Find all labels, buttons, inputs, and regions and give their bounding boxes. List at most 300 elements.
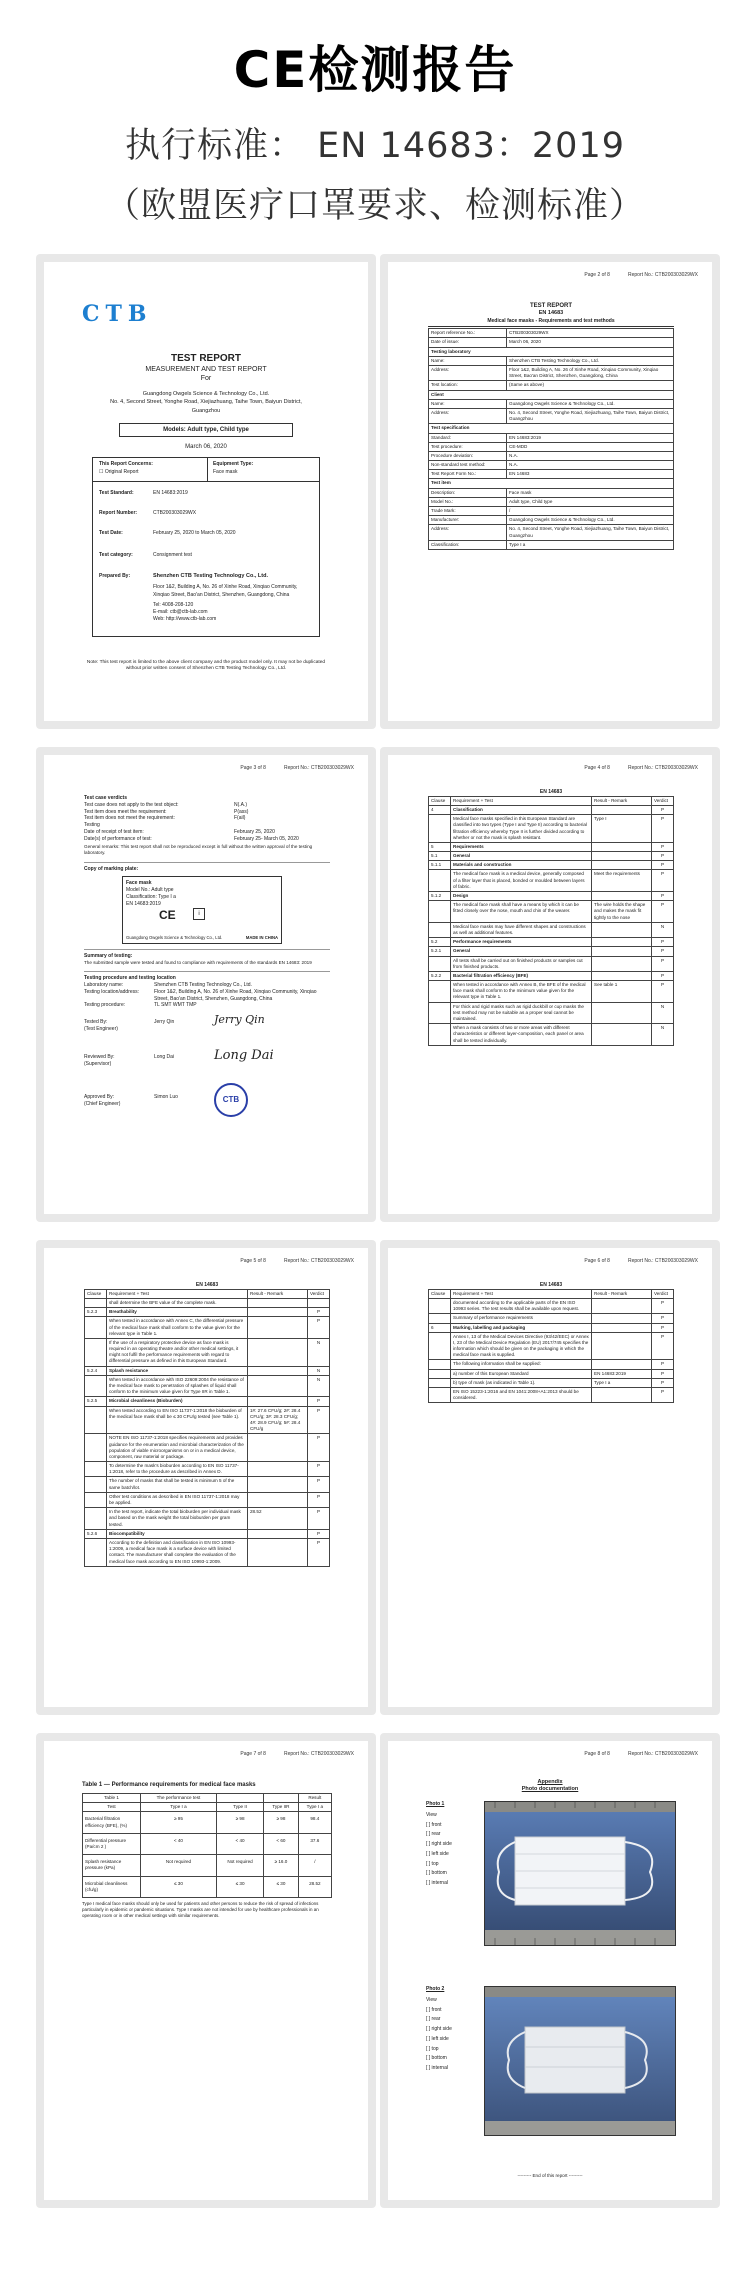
clause-cell	[429, 1314, 451, 1323]
value-cell: 37.6	[298, 1833, 331, 1854]
clause-cell	[85, 1492, 107, 1507]
cover-title: TEST REPORT	[170, 353, 241, 364]
verdict-cell: N	[652, 1002, 674, 1024]
clause-cell: 5.2.5	[85, 1397, 107, 1406]
end-of-report: --------- End of this report ---------	[517, 2173, 583, 2178]
marking-line: Classification: Type I a	[126, 893, 176, 900]
ctb-logo: CTB	[82, 301, 153, 327]
column-header: Test	[83, 1803, 141, 1812]
result-cell	[592, 1388, 652, 1403]
table-row	[429, 861, 674, 870]
column-header: Clause	[85, 1289, 107, 1298]
table-row	[429, 1369, 674, 1378]
verdict-cell: P	[308, 1462, 330, 1477]
requirement-cell: Annex I, 13 of the Medical Devices Directive (93/42/EEC) or Annex I, 23 of the Medical Device Regulation (EU) 2017/745 specifies the information which should be given on the packaging in which the medical face mask is supplied.	[451, 1332, 592, 1360]
table-row	[429, 338, 674, 347]
table-row	[85, 1508, 330, 1530]
report-page-2-card	[380, 254, 720, 729]
lab-label: Testing location/address:	[84, 988, 140, 995]
value-cell: ≥ 95	[141, 1812, 217, 1833]
clause-cell: 5.2	[429, 938, 451, 947]
requirement-cell: Microbial cleanliness (Bioburden)	[107, 1397, 248, 1406]
clause-cell: 4	[429, 805, 451, 814]
table-row	[429, 347, 674, 356]
table1-title: Table 1 — Performance requirements for medical face masks	[82, 1782, 256, 1788]
page4-table-body	[429, 805, 674, 1045]
lab-value: Floor 1&2, Building A, No. 26 of Xinhe Road, Xinqiao Community, Xinqiao Street, Bao'an District, Shenzhen, Guangdong, China	[154, 988, 317, 1002]
view-option: [ ] right side	[426, 2026, 452, 2032]
table-row	[429, 329, 674, 338]
verdict-cell: P	[308, 1538, 330, 1566]
table-row	[429, 390, 674, 399]
clause-cell	[429, 1024, 451, 1046]
page-number: Page 5 of 8	[240, 1258, 266, 1264]
table-row	[429, 507, 674, 516]
cover-models: Models: Adult type, Child type	[119, 423, 293, 437]
table-row	[429, 971, 674, 980]
verdict-row	[84, 829, 330, 836]
verdict-cell: P	[652, 1369, 674, 1378]
result-cell	[248, 1477, 308, 1492]
column-header: Type I a	[141, 1803, 217, 1812]
field-value: Face mask	[507, 488, 674, 497]
table-row	[429, 892, 674, 901]
table-row	[429, 1298, 674, 1313]
report-number: Report No.: CTB200303029WX	[627, 1751, 698, 1757]
table-row	[429, 1323, 674, 1332]
clause-cell: 5.2.6	[85, 1529, 107, 1538]
report-page-5	[44, 1248, 368, 1707]
value-cell: /	[298, 1855, 331, 1876]
prep-tel: Tel: 4008-208-120	[153, 602, 194, 608]
verdict-cell: N	[308, 1338, 330, 1366]
value-cell: < 40	[141, 1833, 217, 1854]
clause-cell	[85, 1477, 107, 1492]
clause-cell	[85, 1338, 107, 1366]
clause-cell	[429, 1360, 451, 1369]
report-number: Report No.: CTB200303029WX	[283, 765, 354, 771]
marking-plate	[122, 876, 282, 944]
view-option: [ ] right side	[426, 1841, 452, 1847]
result-cell	[248, 1366, 308, 1375]
result-cell	[592, 852, 652, 861]
clause-cell	[429, 1002, 451, 1024]
report-number: Report No.: CTB200303029WX	[283, 1258, 354, 1264]
verdict-cell: P	[652, 892, 674, 901]
column-header	[216, 1794, 263, 1803]
clause-cell	[429, 815, 451, 843]
field-label: Name:	[429, 399, 507, 408]
photo1-image	[484, 1801, 676, 1946]
page-number: Page 7 of 8	[240, 1751, 266, 1757]
lab-row	[84, 982, 330, 989]
lab-label: Testing procedure:	[84, 1002, 126, 1009]
result-cell	[592, 938, 652, 947]
page6-table	[428, 1289, 674, 1404]
clause-cell: 5.1.1	[429, 861, 451, 870]
value-cell: ≤ 30	[216, 1876, 263, 1897]
page3-body	[84, 795, 330, 1139]
company-stamp-icon: CTB	[214, 1083, 248, 1117]
page2-body	[428, 302, 674, 550]
table-row	[429, 870, 674, 892]
page5-table-body	[85, 1298, 330, 1566]
verdict-cell: P	[652, 956, 674, 971]
view-option: [ ] front	[426, 2006, 442, 2013]
section-heading: Client	[429, 390, 674, 399]
verdict-cell: P	[308, 1406, 330, 1434]
cover-subtitle	[44, 366, 368, 384]
value-cell: Not required	[216, 1855, 263, 1876]
divider	[84, 966, 330, 972]
page-header	[566, 765, 698, 772]
page5-std: EN 14683	[195, 1282, 219, 1288]
table-row	[429, 424, 674, 433]
requirement-cell: When tested in accordance with ISO 22609:2004 the resistance of the medical face mask to penetration of splashes of liquid shall conform to the minimum value given for Type IIR in Table 1.	[107, 1375, 248, 1397]
clause-cell	[429, 1332, 451, 1360]
field-value: Adult type, Child type	[507, 497, 674, 506]
photo1-mask-image	[485, 1802, 675, 1945]
verdict-cell: P	[652, 981, 674, 1003]
lab-value: Shenzhen CTB Testing Technology Co., Ltd.	[154, 982, 252, 989]
cover-addr1: No. 4, Second Street, Yonghe Road, Xiejiazhuang, Taihe Town, Baiyun District,	[110, 399, 302, 406]
clause-cell: 6	[429, 1323, 451, 1332]
page2-table	[428, 328, 674, 550]
tested-signature: Jerry Qin	[214, 1013, 265, 1027]
verdict-cell: P	[652, 971, 674, 980]
table-row	[429, 366, 674, 381]
table-row	[429, 451, 674, 460]
verdict-value: F(ail)	[234, 815, 246, 822]
requirement-cell: Materials and construction	[451, 861, 592, 870]
field-value: Guangdong Owgels Science & Technology Co., Ltd.	[507, 516, 674, 525]
requirement-cell: Medical face masks may have different shapes and constructions as well as additional features.	[451, 922, 592, 937]
verdict-row	[84, 802, 330, 809]
field-label: Date of issue:	[429, 338, 507, 347]
requirement-cell: Medical face masks specified in this European Standard are classified into two types (Type I and Type II) according to bacterial filtration efficiency whereby Type II is further divided according to whether or not the mask is splash resistant.	[451, 815, 592, 843]
tdate-label: Test Date:	[99, 530, 123, 536]
result-cell	[248, 1538, 308, 1566]
field-label: Address:	[429, 525, 507, 540]
appendix-title-2: Photo documentation	[521, 1786, 579, 1793]
field-label: Test procedure:	[429, 442, 507, 451]
page4-std: EN 14683	[539, 789, 563, 795]
clause-cell	[85, 1434, 107, 1462]
table-header	[429, 796, 674, 805]
lab-row	[84, 989, 330, 1003]
verdict-cell: P	[652, 842, 674, 851]
requirement-cell: Splash resistance	[107, 1366, 248, 1375]
table-row	[429, 1388, 674, 1403]
field-value: N.A.	[507, 451, 674, 460]
table-row	[429, 433, 674, 442]
field-value: N.A.	[507, 461, 674, 470]
view-option: [ ] front	[426, 1821, 442, 1828]
verdicts-title: Test case verdicts	[84, 795, 127, 801]
test-name-cell: Differential pressure (Pa/cm 2 )	[83, 1833, 141, 1854]
prep-web: Web: http://www.ctb-lab.com	[153, 616, 217, 622]
table-row	[429, 516, 674, 525]
prep-addr1: Floor 1&2, Building A, No. 26 of Xinhe Road, Xinqiao Community,	[153, 584, 298, 590]
report-number: Report No.: CTB200303029WX	[627, 272, 698, 278]
page4-table	[428, 796, 674, 1046]
field-label: Address:	[429, 366, 507, 381]
report-page-2	[388, 262, 712, 721]
verdict-cell: P	[652, 947, 674, 956]
verdict-cell: P	[652, 852, 674, 861]
view-option: [ ] rear	[426, 2016, 441, 2023]
verdict-label: Test item does meet the requirement:	[84, 808, 167, 815]
result-cell: 28.52	[248, 1508, 308, 1530]
photo2-image	[484, 1986, 676, 2136]
table-row	[83, 1855, 332, 1876]
value-cell: ≥ 16.0	[264, 1855, 298, 1876]
column-header: Type IIR	[264, 1803, 298, 1812]
photo1-caption	[426, 1801, 452, 1887]
column-header: Clause	[429, 1289, 451, 1298]
table-row	[85, 1462, 330, 1477]
column-header: Verdict	[652, 796, 674, 805]
report-page-7-card	[36, 1733, 376, 2208]
requirement-cell: In the test report, indicate the total bioburden per individual mask and based on the mask weight the total bioburden per gram tested.	[107, 1508, 248, 1530]
num-label: Report Number:	[99, 510, 138, 516]
requirement-cell: Classification	[451, 805, 592, 814]
table-row	[429, 442, 674, 451]
approved-role: (Chief Engineer)	[84, 1100, 121, 1107]
result-cell	[248, 1492, 308, 1507]
view-option: [ ] left side	[426, 1850, 449, 1857]
summary-text: The submitted sample were tested and found to compliance with requirements of the standards EN 14683: 2019	[84, 960, 312, 966]
report-page-3-card	[36, 747, 376, 1222]
page6-std: EN 14683	[539, 1282, 563, 1288]
manual-icon: i	[193, 908, 205, 920]
field-label: Procedure deviation:	[429, 451, 507, 460]
value-cell: 28.52	[298, 1876, 331, 1897]
table-row	[85, 1397, 330, 1406]
table-row	[429, 938, 674, 947]
page6-table-body	[429, 1298, 674, 1402]
cover-info-box	[92, 457, 320, 637]
field-label: Manufacturer:	[429, 516, 507, 525]
clause-cell	[85, 1298, 107, 1307]
field-label: Test location:	[429, 381, 507, 390]
requirement-cell: General	[451, 852, 592, 861]
requirement-cell: When tested in accordance with Annex C, the differential pressure of the medical face mask shall conform to the value given for the relevant type in Table 1.	[107, 1317, 248, 1339]
table-row	[429, 479, 674, 488]
clause-cell	[429, 870, 451, 892]
table-row	[85, 1406, 330, 1434]
clause-cell	[429, 1378, 451, 1387]
table-row	[429, 1314, 674, 1323]
requirement-cell: Bacterial filtration efficiency (BFE)	[451, 971, 592, 980]
verdict-cell: P	[652, 1323, 674, 1332]
verdict-label: Date of receipt of test item:	[84, 828, 144, 835]
table-row	[429, 956, 674, 971]
value-cell: ≤ 30	[264, 1876, 298, 1897]
requirement-cell: The medical face mask shall have a means by which it can be fitted closely over the nose, mouth and chin of the wearer.	[451, 901, 592, 923]
table1-body	[83, 1812, 332, 1898]
page-number: Page 6 of 8	[584, 1258, 610, 1264]
verdict-cell: P	[652, 1298, 674, 1313]
verdict-cell: P	[308, 1308, 330, 1317]
value-cell: ≤ 30	[141, 1876, 217, 1897]
clause-cell	[85, 1508, 107, 1530]
column-header: The performance test	[141, 1794, 217, 1803]
requirement-cell: According to the definition and classification in EN ISO 10993-1:2009, a medical face mask is a surface device with limited contact. The manufacturer shall complete the evaluation of the medical face mask according to EN ISO 10993-1:2009.	[107, 1538, 248, 1566]
requirement-cell: NOTE EN ISO 11737-1:2018 specifies requirements and provides guidance for the enumeration and microbial characterization of the population of viable microorganisms on or in a medical device, component, raw material or package.	[107, 1434, 248, 1462]
table-row	[85, 1492, 330, 1507]
made-in: MADE IN CHINA	[245, 934, 278, 940]
lab-rows	[84, 982, 330, 1009]
hero-header	[0, 0, 750, 235]
table-row	[83, 1876, 332, 1897]
clause-cell	[429, 981, 451, 1003]
section-heading: Test item	[429, 479, 674, 488]
result-cell	[592, 1360, 652, 1369]
field-value: (Same as above)	[507, 381, 674, 390]
result-cell	[248, 1308, 308, 1317]
requirement-cell: To determine the mask's bioburden according to EN ISO 11737-1:2018, refer to the procedure as described in Annex D.	[107, 1462, 248, 1477]
clause-cell: 5	[429, 842, 451, 851]
clause-cell: 5.2.2	[429, 971, 451, 980]
table-row	[85, 1538, 330, 1566]
table-row	[85, 1477, 330, 1492]
value-cell: < 60	[264, 1833, 298, 1854]
tested-role: (Test Engineer)	[84, 1025, 118, 1032]
value-cell: 98.4	[298, 1812, 331, 1833]
verdict-cell: P	[652, 1314, 674, 1323]
table-row	[429, 461, 674, 470]
column-header: Clause	[429, 796, 451, 805]
page-number: Page 4 of 8	[584, 765, 610, 771]
column-header	[264, 1794, 298, 1803]
report-page-8-card	[380, 1733, 720, 2208]
page-header	[566, 272, 698, 279]
divider	[84, 944, 330, 950]
cat-value: Consignment test	[153, 552, 192, 558]
verdict-cell: P	[308, 1529, 330, 1538]
column-header: Requirement + Test	[451, 796, 592, 805]
column-header: Requirement + Test	[107, 1289, 248, 1298]
page-number: Page 8 of 8	[584, 1751, 610, 1757]
verdict-cell: P	[652, 861, 674, 870]
page-header	[222, 1258, 354, 1265]
lab-title: Testing procedure and testing location	[84, 975, 176, 982]
field-label: Report reference No.:	[429, 329, 507, 338]
verdict-cell: P	[308, 1397, 330, 1406]
clause-cell	[429, 1369, 451, 1378]
result-cell: 1#: 27.6 CFU/g; 2#: 28.4 CFU/g; 3#: 28.3 CFU/g; 4#: 28.9 CFU/g; 5#: 28.4 CFU/g	[248, 1406, 308, 1434]
requirement-cell: documented according to the applicable parts of the EN ISO 10993 series. The test results shall be available upon request.	[451, 1298, 592, 1313]
table-row	[429, 470, 674, 479]
page5-table	[84, 1289, 330, 1567]
table-row	[85, 1298, 330, 1307]
section-heading: Testing laboratory	[429, 347, 674, 356]
view-option: [ ] rear	[426, 1831, 441, 1838]
result-cell	[248, 1434, 308, 1462]
view-option: [ ] bottom	[426, 2055, 447, 2062]
report-page-1-card	[36, 254, 376, 729]
page2-title: TEST REPORT	[529, 303, 572, 309]
table-header	[429, 1289, 674, 1298]
lab-row	[84, 1002, 330, 1009]
cover-addr2: Guangzhou	[191, 407, 221, 414]
test-name-cell: Bacterial filtration efficiency (BFE), (%)	[83, 1812, 141, 1833]
test-name-cell: Splash resistance pressure (kPa)	[83, 1855, 141, 1876]
page-header	[222, 765, 354, 772]
table-row	[429, 947, 674, 956]
report-number: Report No.: CTB200303029WX	[627, 1258, 698, 1264]
report-page-6	[388, 1248, 712, 1707]
verdict-value: February 25- March 05, 2020	[234, 835, 299, 842]
cover-divider	[207, 458, 208, 482]
table1-header-1	[83, 1794, 332, 1803]
report-page-3	[44, 755, 368, 1214]
requirement-cell: General	[451, 947, 592, 956]
verdict-cell: P	[652, 1378, 674, 1387]
view-option: [ ] internal	[426, 1880, 448, 1886]
result-cell: EN 14683:2019	[592, 1369, 652, 1378]
summary-title: Summary of testing:	[84, 953, 133, 960]
verdict-cell: N	[652, 1024, 674, 1046]
clause-cell	[85, 1538, 107, 1566]
field-label: Trade Mark:	[429, 507, 507, 516]
marking-lines	[126, 880, 278, 907]
verdict-cell: N	[308, 1366, 330, 1375]
result-cell	[248, 1462, 308, 1477]
field-label: Non-standard test method:	[429, 461, 507, 470]
cover-sub1: MEASUREMENT AND TEST REPORT	[145, 366, 267, 373]
appendix-title-1: Appendix	[537, 1779, 563, 1785]
table-row	[429, 356, 674, 365]
page2-table-body	[429, 329, 674, 550]
photo1-label: Photo 1	[426, 1801, 445, 1807]
result-cell	[592, 956, 652, 971]
requirement-cell: When tested according to EN ISO 11737-1:2018 the bioburden of the medical face mask shall be ≤ 30 CFU/g tested (see Table 1).	[107, 1406, 248, 1434]
prep-label: Prepared By:	[99, 573, 131, 579]
result-cell	[592, 892, 652, 901]
requirement-cell: If the use of a respiratory protective device as face mask is required in an operating theatre and/or other medical settings, it might not fulfil the performance requirements with regard to differential pressure as defined in this European Standard.	[107, 1338, 248, 1366]
field-value: No. 4, Second Street, Yonghe Road, Xiejiazhuang, Taihe Town, Baiyun District, Guangzhou	[507, 408, 674, 423]
test-name-cell: Microbial cleanliness (cfu/g)	[83, 1876, 141, 1897]
field-value: EN 14683	[507, 470, 674, 479]
field-value: March 06, 2020	[507, 338, 674, 347]
table-row	[429, 981, 674, 1003]
hero-standard: 执行标准： EN 14683：2019	[125, 126, 625, 166]
view-option: [ ] internal	[426, 2065, 448, 2071]
report-page-8	[388, 1741, 712, 2200]
table-row	[429, 1378, 674, 1387]
result-cell	[248, 1298, 308, 1307]
table-row	[429, 805, 674, 814]
requirement-cell: Requirements	[451, 842, 592, 851]
table1	[82, 1793, 332, 1898]
std-value: EN 14683:2019	[153, 490, 188, 496]
table-row	[429, 1360, 674, 1369]
prep-addr2: Xinqiao Street, Bao'an District, Shenzhen, Guangdong, China	[153, 592, 290, 598]
photo2-mask-image	[485, 1987, 675, 2135]
std-label: Test Standard:	[99, 490, 134, 496]
requirement-cell: The medical face mask is a medical device, generally composed of a filter layer that is placed, bonded or moulded between layers of fabric.	[451, 870, 592, 892]
equip-value: Face mask	[213, 469, 238, 475]
result-cell	[592, 1298, 652, 1313]
verdict-cell: P	[652, 1332, 674, 1360]
marking-line: Model No.: Adult type	[126, 887, 174, 894]
requirement-cell: Breathability	[107, 1308, 248, 1317]
verdict-cell: P	[652, 805, 674, 814]
requirement-cell: The following information shall be supplied:	[451, 1360, 592, 1369]
verdict-cell: P	[308, 1477, 330, 1492]
